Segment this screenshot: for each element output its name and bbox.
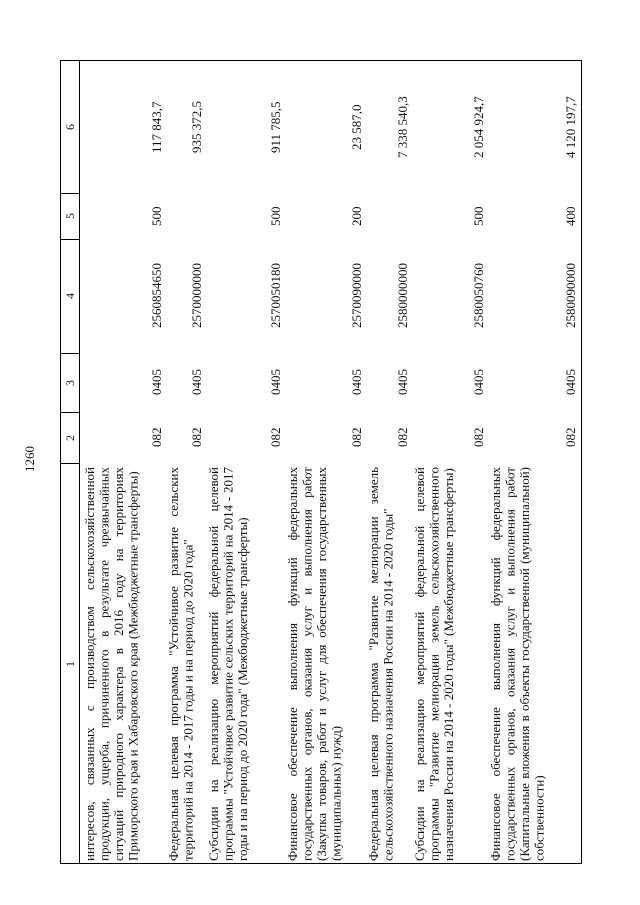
header-col-2: 2	[62, 434, 77, 441]
header-col-divider	[61, 353, 80, 354]
row-cell-2: 082	[563, 427, 578, 448]
row-description: Федеральная целевая программа "Устойчивое развитие сельских территорий на 2014 - 2017 годы и на период до 2020 года"	[166, 467, 196, 861]
row-cell-4: 2560854650	[149, 263, 164, 329]
row-cell-6: 911 785,5	[268, 101, 283, 153]
header-col-divider	[61, 193, 80, 194]
row-description: интересов, связанных с производством сельскохозяйственной продукции, ущерба, причиненного в результате чрезвычайных ситуаций природного характера в 2016 году на территориях Приморского края и Хабаровского края (Межбюджетные трансферты)	[82, 467, 141, 861]
row-cell-2: 082	[189, 427, 204, 448]
row-cell-3: 0405	[563, 369, 578, 396]
header-col-divider	[61, 463, 80, 464]
row-cell-4: 2580090000	[563, 263, 578, 329]
row-cell-4: 2580000000	[395, 263, 410, 329]
header-divider	[79, 61, 80, 863]
row-description: Финансовое обеспечение выполнения функций федеральных государственных органов, оказания услуг и выполнения работ (Капитальные вложения в объекты государственной (муниципальной) собственности)	[488, 467, 547, 861]
row-cell-5: 500	[471, 206, 486, 226]
row-cell-2: 082	[149, 427, 164, 448]
header-col-1: 1	[62, 661, 77, 667]
row-cell-3: 0405	[268, 369, 283, 396]
header-col-divider	[61, 239, 80, 240]
row-cell-3: 0405	[349, 369, 364, 396]
row-cell-4: 2570090000	[349, 263, 364, 329]
row-cell-6: 7 338 540,3	[395, 96, 410, 158]
header-col-5: 5	[62, 213, 77, 219]
header-col-divider	[61, 412, 80, 413]
row-cell-6: 2 054 924,7	[471, 96, 486, 158]
row-cell-4: 2570000000	[189, 263, 204, 329]
row-cell-4: 2570050180	[268, 263, 283, 329]
row-cell-5: 500	[149, 206, 164, 226]
row-description: Субсидии на реализацию мероприятий федеральной целевой программы "Развитие мелиорации земель сельскохозяйственного назначения России на 2014 - 2020 годы" (Межбюджетные трансферты)	[412, 467, 456, 861]
row-cell-2: 082	[471, 427, 486, 448]
row-description: Финансовое обеспечение выполнения функций федеральных государственных органов, оказания услуг и выполнения работ (Закупка товаров, работ и услуг для обеспечения государственных (муниципальных) нужд)	[285, 467, 344, 861]
row-description: Субсидии на реализацию мероприятий федеральной целевой программы "Устойчивое развитие сельских территорий на 2014 - 2017 годы и на период до 2020 года" (Межбюджетные трансферты)	[206, 467, 250, 861]
header-col-3: 3	[62, 379, 77, 386]
row-cell-5: 400	[563, 206, 578, 226]
row-cell-6: 117 843,7	[149, 101, 164, 153]
row-cell-6: 4 120 197,7	[563, 96, 578, 158]
header-col-4: 4	[62, 293, 77, 299]
row-cell-3: 0405	[189, 369, 204, 396]
row-cell-2: 082	[268, 427, 283, 448]
row-cell-4: 2580050760	[471, 263, 486, 329]
row-cell-5: 500	[268, 206, 283, 226]
row-cell-2: 082	[395, 427, 410, 448]
row-cell-3: 0405	[149, 369, 164, 396]
budget-table	[60, 60, 582, 864]
page-number: 1260	[22, 446, 37, 472]
row-cell-3: 0405	[395, 369, 410, 396]
row-cell-3: 0405	[471, 369, 486, 396]
row-cell-5: 200	[349, 206, 364, 226]
row-cell-6: 23 587,0	[349, 104, 364, 150]
header-col-6: 6	[62, 124, 77, 130]
row-cell-6: 935 372,5	[189, 101, 204, 153]
row-description: Федеральная целевая программа "Развитие мелиорации земель сельскохозяйственного назначения России на 2014 - 2020 годы"	[366, 467, 396, 861]
row-cell-2: 082	[349, 427, 364, 448]
